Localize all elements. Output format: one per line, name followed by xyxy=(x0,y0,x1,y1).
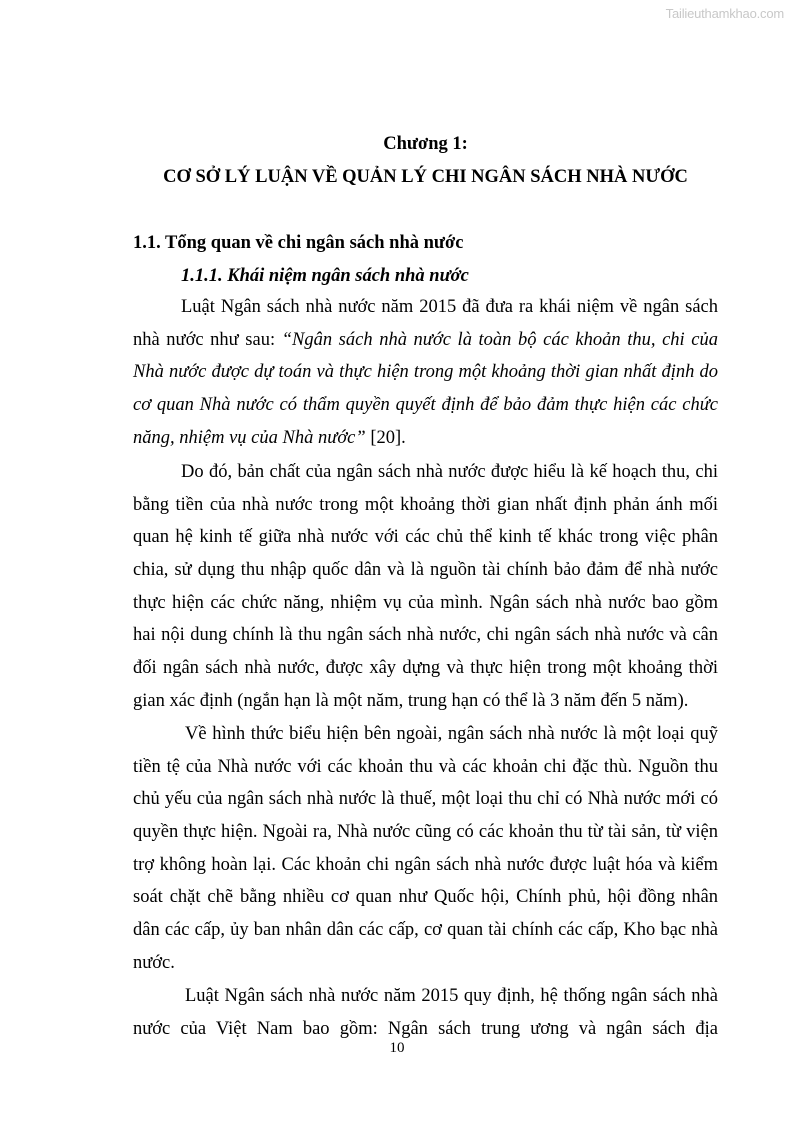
text-line: soát chặt chẽ bằng nhiều cơ quan như Quốc hội, Chính phủ, hội đồng nhân xyxy=(133,887,718,908)
text-line: Luật Ngân sách nhà nước năm 2015 đã đưa ra khái niệm về ngân sách xyxy=(181,297,718,317)
section-heading: 1.1. Tổng quan về chi ngân sách nhà nước xyxy=(133,233,464,253)
page-number: 10 xyxy=(389,1040,405,1056)
paragraph-definition xyxy=(133,291,718,454)
text-line: gian xác định (ngắn hạn là một năm, trung hạn có thể là 3 năm đến 5 năm). xyxy=(133,690,689,711)
text-line: Do đó, bản chất của ngân sách nhà nước được hiểu là kế hoạch thu, chi xyxy=(181,462,718,482)
text-line: nhà nước như sau: “Ngân sách nhà nước là toàn bộ các khoản thu, chi của xyxy=(133,329,718,350)
text-line: Luật Ngân sách nhà nước năm 2015 quy định, hệ thống ngân sách nhà xyxy=(185,986,718,1006)
text-line: chia, sử dụng thu nhập quốc dân và là nguồn tài chính bảo đảm để nhà nước xyxy=(133,560,718,581)
text-line: trợ không hoàn lại. Các khoản chi ngân sách nhà nước được luật hóa và kiểm xyxy=(133,854,718,875)
text-line: Về hình thức biểu hiện bên ngoài, ngân sách nhà nước là một loại quỹ xyxy=(185,724,718,744)
subsection-heading: 1.1.1. Khái niệm ngân sách nhà nước xyxy=(181,266,469,286)
paragraph-system xyxy=(133,980,718,1045)
text-line: đối ngân sách nhà nước, được xây dựng và thực hiện trong một khoảng thời xyxy=(133,658,718,679)
text-line: nước của Việt Nam bao gồm: Ngân sách trung ương và ngân sách địa xyxy=(133,1018,718,1039)
chapter-title: CƠ SỞ LÝ LUẬN VỀ QUẢN LÝ CHI NGÂN SÁCH NHÀ NƯỚC xyxy=(163,167,688,187)
citation: [20]. xyxy=(365,427,406,448)
text-line: thực hiện các chức năng, nhiệm vụ của mình. Ngân sách nhà nước bao gồm xyxy=(133,592,718,613)
watermark: Tailieuthamkhao.com xyxy=(665,6,784,21)
text-line: tiền tệ của Nhà nước với các khoản thu và các khoản chi đặc thù. Nguồn thu xyxy=(133,756,718,777)
text-line: hai nội dung chính là thu ngân sách nhà nước, chi ngân sách nhà nước và cân xyxy=(133,625,718,646)
paragraph-form xyxy=(133,718,718,980)
text-line: dân các cấp, ủy ban nhân dân các cấp, cơ quan tài chính các cấp, Kho bạc nhà xyxy=(133,920,718,941)
quote-line: Nhà nước được dự toán và thực hiện trong một khoảng thời gian nhất định do xyxy=(133,362,718,383)
text-line: năng, nhiệm vụ của Nhà nước” [20]. xyxy=(133,427,406,448)
quote-line: cơ quan Nhà nước có thẩm quyền quyết định để bảo đảm thực hiện các chức xyxy=(133,395,718,416)
text-line: nước. xyxy=(133,952,175,973)
quote-text: “Ngân sách nhà nước là toàn bộ các khoản thu, chi của xyxy=(281,329,718,350)
text-line: quyền thực hiện. Ngoài ra, Nhà nước cũng có các khoản thu từ tài sản, từ viện xyxy=(133,822,718,843)
text-line: bằng tiền của nhà nước trong một khoảng thời gian nhất định phản ánh mối xyxy=(133,494,718,515)
chapter-label: Chương 1: xyxy=(383,134,468,154)
text-line: chủ yếu của ngân sách nhà nước là thuế, một loại thu chỉ có Nhà nước mới có xyxy=(133,789,718,810)
text-line: quan hệ kinh tế giữa nhà nước với các chủ thể kinh tế khác trong việc phân xyxy=(133,527,718,548)
paragraph-nature xyxy=(133,456,718,718)
